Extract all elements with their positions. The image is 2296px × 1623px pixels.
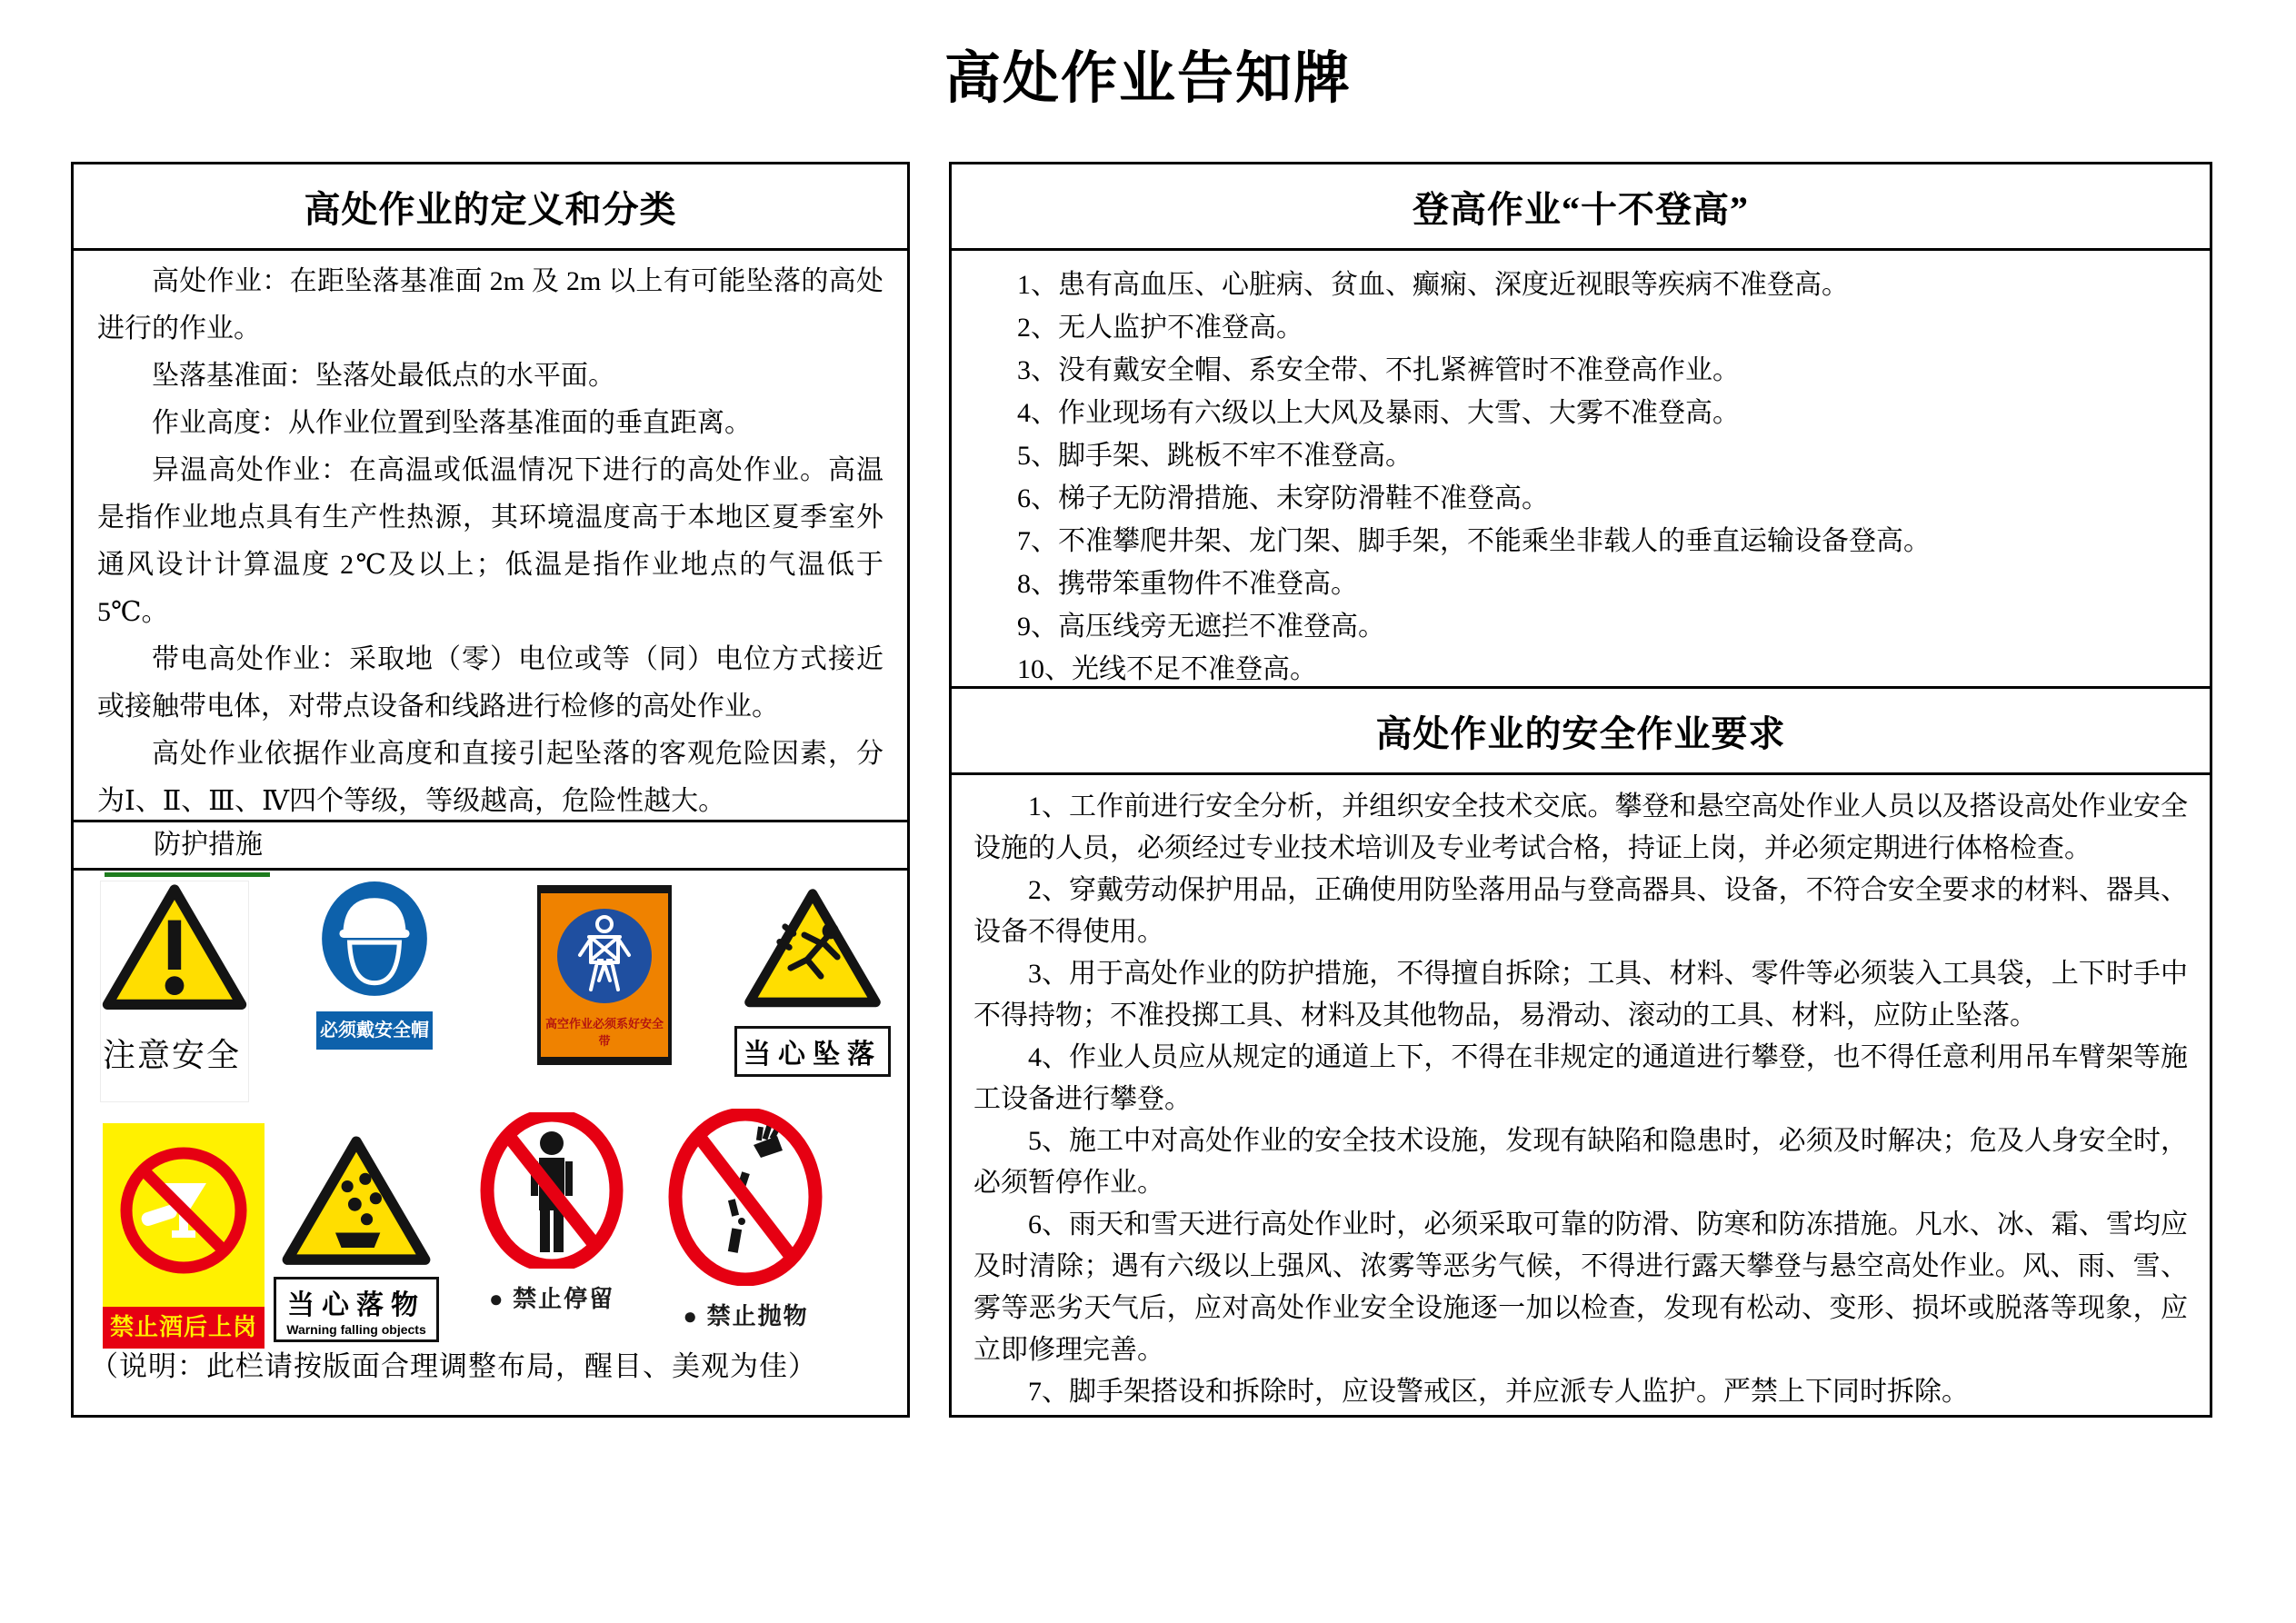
requirements-item: 5、施工中对高处作业的安全技术设施，发现有缺陷和隐患时，必须及时解决；危及人身安全时，必须暂停作业。	[973, 1126, 2188, 1198]
page-title: 高处作业告知牌	[943, 48, 1352, 110]
requirements-header: 高处作业的安全作业要求	[952, 689, 2210, 775]
requirements-item: 2、穿戴劳动保护用品，正确使用防坠落用品与登高器具、设备，不符合安全要求的材料、器具、设备不得使用。	[973, 875, 2188, 947]
sign-caution-safety-label: 注意安全	[103, 1037, 242, 1073]
ten-rules-item: 3、没有戴安全帽、系安全带、不扎紧裤管时不准登高作业。	[1017, 355, 1740, 385]
falling-person-triangle-icon	[743, 887, 883, 1011]
sign-no-alcohol	[103, 1123, 265, 1349]
ten-rules-item: 10、光线不足不准登高。	[1017, 654, 1317, 684]
sign-beware-falling-label: 当心坠落	[734, 1026, 891, 1077]
definitions-panel	[71, 162, 910, 1418]
definitions-paragraph: 异温高处作业：在高温或低温情况下进行的高处作业。高温是指作业地点具有生产性热源，其环境温度高于本地区夏季室外通风设计计算温度 2℃及以上；低温是指作业地点的气温低于5℃。	[97, 455, 883, 627]
definitions-paragraph: 高处作业：在距坠落基准面 2m 及 2m 以上有可能坠落的高处进行的作业。	[97, 266, 883, 344]
ten-rules-item: 8、携带笨重物件不准登高。	[1017, 569, 1358, 599]
ten-rules-item: 1、患有高血压、心脏病、贫血、癫痫、深度近视眼等疾病不准登高。	[1017, 270, 1849, 300]
sign-wear-harness-caption: 高空作业必须系好安全带	[544, 1017, 664, 1048]
safety-harness-icon	[554, 906, 654, 1006]
ten-rules-item: 9、高压线旁无遮拦不准登高。	[1017, 612, 1385, 642]
definitions-body	[74, 251, 907, 822]
safety-signs-area	[74, 871, 907, 1409]
ten-rules-item: 7、不准攀爬井架、龙门架、脚手架，不能乘坐非载人的垂直运输设备登高。	[1017, 526, 1931, 556]
sign-warning-falling-objects-labelbox	[274, 1277, 439, 1342]
sign-no-throwing-caption: ● 禁止抛物	[683, 1303, 809, 1329]
ten-rules-list	[952, 251, 2210, 689]
sign-wear-helmet	[316, 880, 433, 1096]
sign-no-staying-caption: ● 禁止停留	[488, 1286, 615, 1312]
ten-rules-item: 5、脚手架、跳板不牢不准登高。	[1017, 441, 1413, 471]
sign-beware-falling	[734, 887, 891, 1074]
definitions-header: 高处作业的定义和分类	[74, 164, 907, 251]
no-alcohol-icon	[103, 1123, 265, 1301]
sign-no-alcohol-label: 禁止酒后上岗	[103, 1307, 265, 1349]
ten-rules-item: 6、梯子无防滑措施、未穿防滑鞋不准登高。	[1017, 483, 1549, 513]
green-underline	[105, 872, 270, 877]
requirements-body	[952, 775, 2210, 1413]
requirements-item: 3、用于高处作业的防护措施，不得擅自拆除；工具、材料、零件等必须装入工具袋，上下时手中不得持物；不准投掷工具、材料及其他物品，易滑动、滚动的工具、材料，应防止坠落。	[973, 959, 2188, 1031]
ten-rules-header: 登高作业“十不登高”	[952, 164, 2210, 251]
definitions-paragraph: 高处作业依据作业高度和直接引起坠落的客观危险因素，分为Ⅰ、Ⅱ、Ⅲ、Ⅳ四个等级，等级越高，危险性越大。	[97, 739, 883, 816]
ten-rules-item: 4、作业现场有六级以上大风及暴雨、大雪、大雾不准登高。	[1017, 398, 1740, 428]
definitions-paragraph: 作业高度：从作业位置到坠落基准面的垂直距离。	[152, 408, 752, 438]
sign-wear-helmet-label: 必须戴安全帽	[316, 1011, 433, 1050]
no-throwing-icon	[666, 1109, 825, 1286]
hard-hat-icon	[319, 880, 430, 1001]
definitions-paragraph: 带电高处作业：采取地（零）电位或等（同）电位方式接近或接触带电体，对带点设备和线路进行检修的高处作业。	[97, 644, 883, 722]
sign-no-staying	[475, 1112, 628, 1323]
requirements-item: 7、脚手架搭设和拆除时，应设警戒区，并应派专人监护。严禁上下同时拆除。	[1028, 1377, 1969, 1407]
requirements-item: 4、作业人员应从规定的通道上下，不得在非规定的通道进行攀登，也不得任意利用吊车臂架等施工设备进行攀登。	[973, 1042, 2188, 1114]
warning-triangle-exclamation-icon	[102, 881, 247, 1014]
definitions-paragraph: 坠落基准面：坠落处最低点的水平面。	[152, 361, 615, 391]
protective-measures-label: 防护措施	[74, 822, 907, 871]
sign-warning-falling-objects-sublabel: Warning falling objects	[286, 1322, 426, 1337]
sign-warning-falling-objects	[274, 1134, 439, 1352]
falling-objects-triangle-icon	[280, 1134, 433, 1269]
sign-no-throwing	[663, 1109, 829, 1329]
no-staying-icon	[479, 1112, 624, 1269]
requirements-item: 1、工作前进行安全分析，并组织安全技术交底。攀登和悬空高处作业人员以及搭设高处作业安全设施的人员，必须经过专业技术培训及专业考试合格，持证上岗，并必须定期进行体格检查。	[973, 792, 2188, 863]
sign-warning-falling-objects-label: 当心落物	[287, 1290, 425, 1320]
requirements-item: 6、雨天和雪天进行高处作业时，必须采取可靠的防滑、防寒和防冻措施。凡水、冰、霜、雪均应及时清除；遇有六级以上强风、浓雾等恶劣气候，不得进行露天攀登与悬空高处作业。风、雨、雪、雾等恶劣天气后，应对高处作业安全设施逐一加以检查，发现有松动、变形、损坏或脱落等现象，应立即修理完善。	[973, 1210, 2188, 1365]
sign-caution-safety	[100, 881, 249, 1102]
ten-rules-item: 2、无人监护不准登高。	[1017, 313, 1303, 343]
layout-note: （说明：此栏请按版面合理调整布局，醒目、美观为佳）	[90, 1350, 817, 1382]
rules-panel	[949, 162, 2212, 1418]
sign-wear-harness	[537, 885, 672, 1065]
